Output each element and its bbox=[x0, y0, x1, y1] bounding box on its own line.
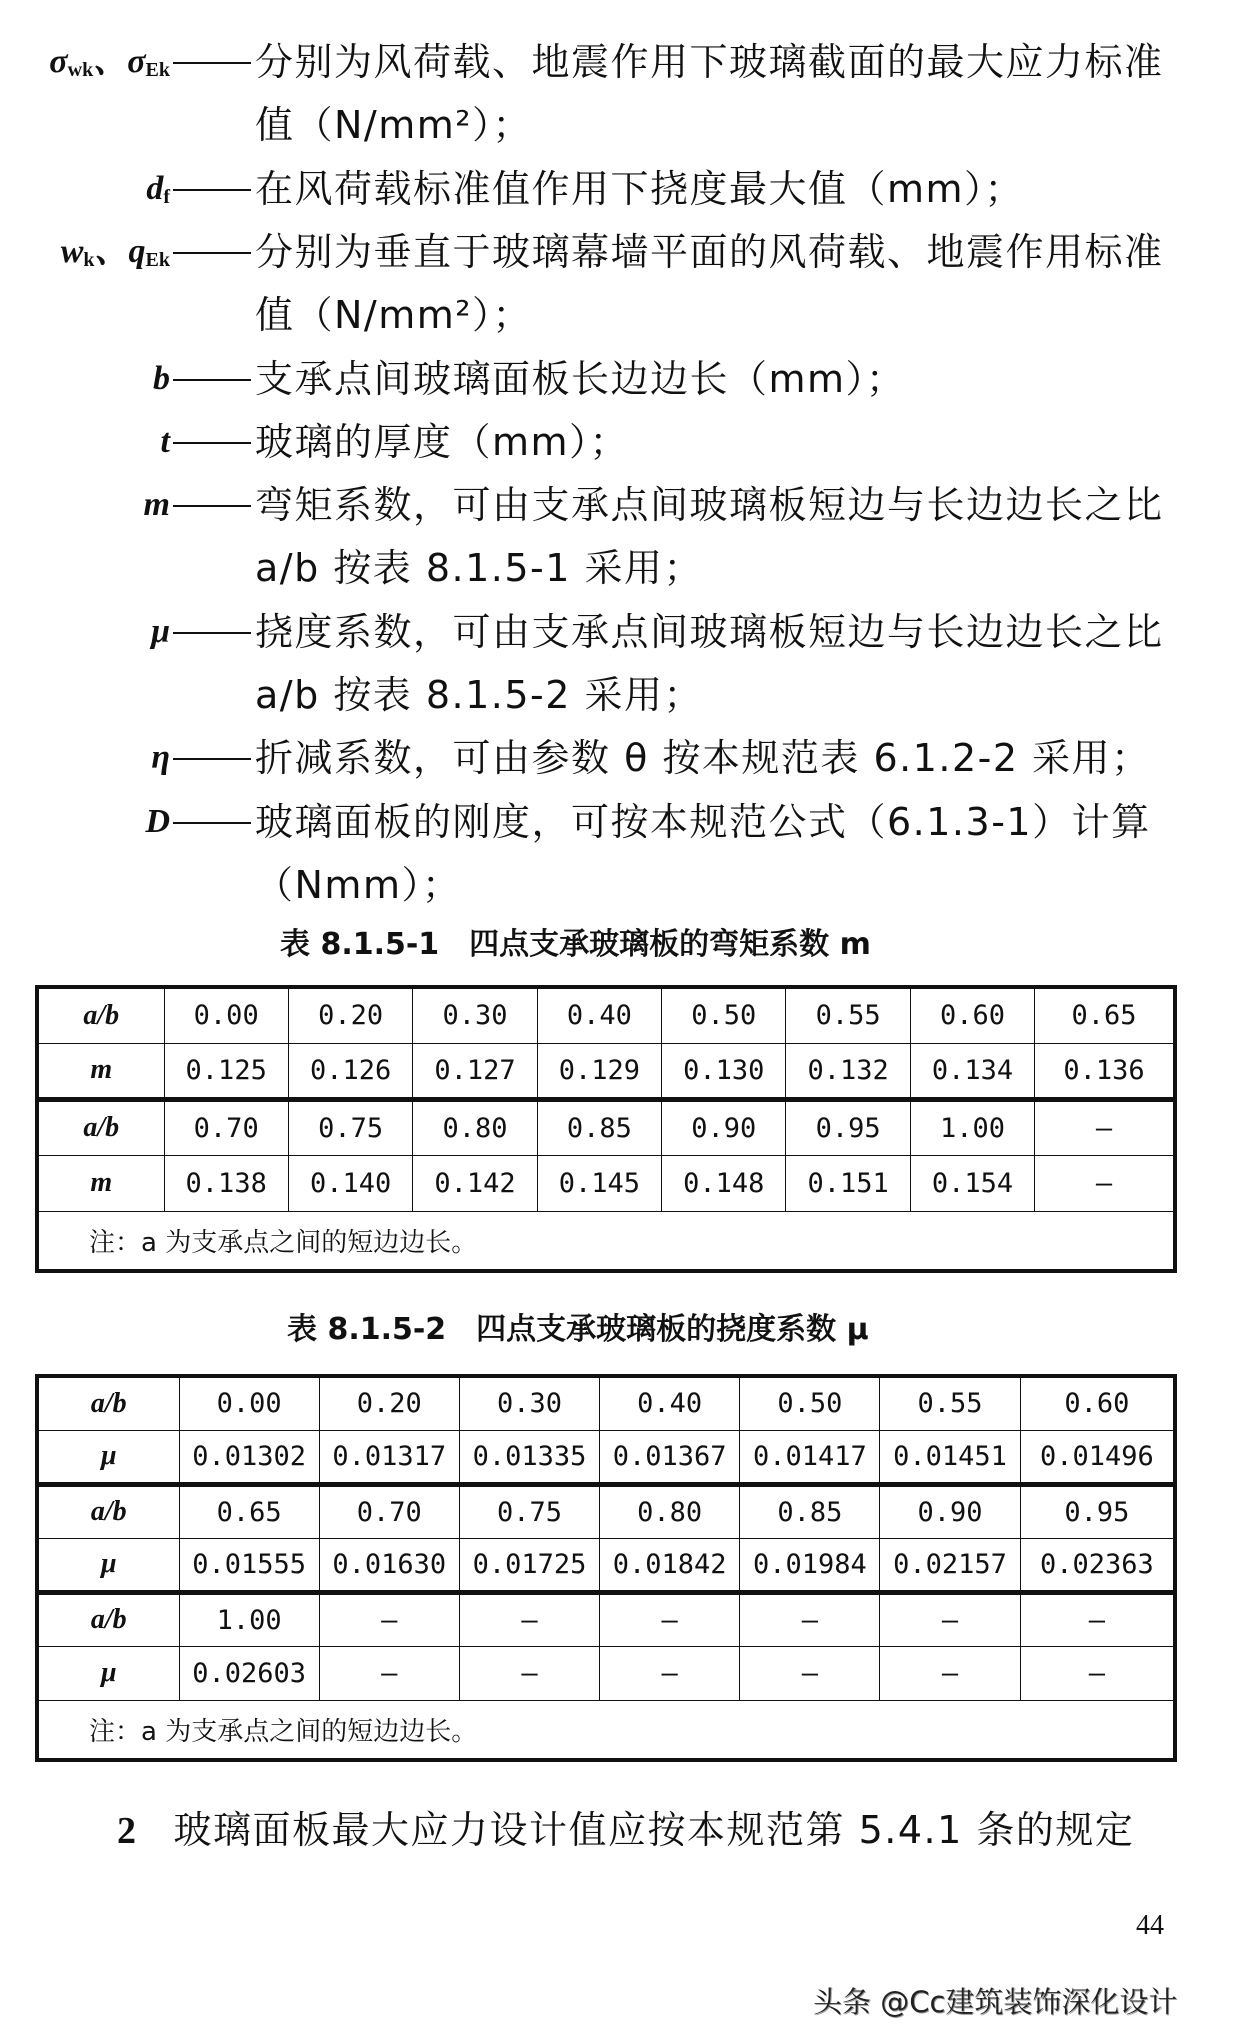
table-cell: 0.01842 bbox=[600, 1538, 740, 1592]
table-cell: 0.01417 bbox=[740, 1430, 880, 1484]
definition-item bbox=[0, 797, 1233, 847]
table-cell: 0.130 bbox=[662, 1043, 786, 1099]
coefficient-row bbox=[37, 1043, 1175, 1099]
table-cell: 0.90 bbox=[880, 1484, 1020, 1538]
table-cell: 0.65 bbox=[179, 1484, 319, 1538]
definition-text: a/b 按表 8.1.5-2 采用； bbox=[255, 673, 704, 717]
coefficient-row bbox=[37, 1538, 1175, 1592]
table-cell: 0.01725 bbox=[459, 1538, 599, 1592]
table-cell: 0.01496 bbox=[1020, 1430, 1175, 1484]
table-cell: 0.01630 bbox=[319, 1538, 459, 1592]
ratio-row bbox=[37, 987, 1175, 1043]
table-cell: — bbox=[459, 1646, 599, 1700]
table-cell: 0.50 bbox=[662, 987, 786, 1043]
table-cell: 0.01555 bbox=[179, 1538, 319, 1592]
definition-text: 值（N/mm²）； bbox=[255, 293, 532, 337]
definition-text: 分别为风荷载、地震作用下玻璃截面的最大应力标准 bbox=[255, 40, 1164, 84]
definition-item bbox=[0, 733, 1233, 783]
definition-continuation bbox=[0, 290, 1233, 340]
table-cell: 0.127 bbox=[413, 1043, 537, 1099]
table-cell: 0.20 bbox=[288, 987, 412, 1043]
note-row bbox=[37, 1211, 1175, 1271]
row-label: μ bbox=[37, 1538, 179, 1592]
em-dash-separator bbox=[173, 505, 251, 507]
table-cell: 0.02157 bbox=[880, 1538, 1020, 1592]
table-cell: 1.00 bbox=[179, 1592, 319, 1646]
table-cell: 0.01335 bbox=[459, 1430, 599, 1484]
table-cell: — bbox=[880, 1592, 1020, 1646]
table-cell: 0.148 bbox=[662, 1155, 786, 1211]
coefficient-row bbox=[37, 1646, 1175, 1700]
definition-item bbox=[0, 227, 1233, 277]
clause-text: 玻璃面板最大应力设计值应按本规范第 5.4.1 条的规定 bbox=[173, 1808, 1135, 1852]
table-cell: 0.85 bbox=[537, 1099, 661, 1155]
definition-text: 玻璃的厚度（mm）； bbox=[255, 420, 630, 464]
row-label: a/b bbox=[37, 987, 164, 1043]
table-cell: 0.95 bbox=[786, 1099, 910, 1155]
table-cell: 0.40 bbox=[600, 1376, 740, 1430]
table-cell: 0.75 bbox=[288, 1099, 412, 1155]
table-cell: 1.00 bbox=[910, 1099, 1034, 1155]
watermark: 头条 @Cc建筑装饰深化设计 bbox=[813, 1985, 1178, 2019]
note-row bbox=[37, 1700, 1175, 1760]
definition-text: 在风荷载标准值作用下挠度最大值（mm）； bbox=[255, 167, 1025, 211]
em-dash-separator bbox=[173, 62, 251, 64]
table-cell: 0.151 bbox=[786, 1155, 910, 1211]
em-dash-separator bbox=[173, 379, 251, 381]
table-bending-moment-coefficient bbox=[35, 985, 1177, 1273]
definition-symbol: b bbox=[153, 360, 170, 397]
table-cell: — bbox=[1035, 1155, 1175, 1211]
table-deflection-coefficient bbox=[35, 1374, 1177, 1762]
table-cell: — bbox=[1035, 1099, 1175, 1155]
table-cell: — bbox=[740, 1646, 880, 1700]
definition-text: 挠度系数，可由支承点间玻璃板短边与长边边长之比 bbox=[255, 610, 1164, 654]
table-cell: 0.01984 bbox=[740, 1538, 880, 1592]
table-cell: 0.50 bbox=[740, 1376, 880, 1430]
definition-item bbox=[0, 354, 1233, 404]
table-cell: 0.75 bbox=[459, 1484, 599, 1538]
em-dash-separator bbox=[173, 822, 251, 824]
definition-text: 值（N/mm²）； bbox=[255, 103, 532, 147]
table-cell: 0.01302 bbox=[179, 1430, 319, 1484]
coefficient-row bbox=[37, 1430, 1175, 1484]
table-cell: 0.154 bbox=[910, 1155, 1034, 1211]
table-cell: 0.01317 bbox=[319, 1430, 459, 1484]
row-label: a/b bbox=[37, 1376, 179, 1430]
clause-paragraph bbox=[117, 1805, 1134, 1855]
table-cell: 0.125 bbox=[164, 1043, 288, 1099]
table-cell: 0.30 bbox=[459, 1376, 599, 1430]
definition-symbol: D bbox=[145, 803, 170, 840]
definition-item bbox=[0, 417, 1233, 467]
table-cell: 0.60 bbox=[1020, 1376, 1175, 1430]
definition-item bbox=[0, 607, 1233, 657]
em-dash-separator bbox=[173, 252, 251, 254]
table1-caption: 表 8.1.5-1 四点支承玻璃板的弯矩系数 m bbox=[280, 927, 871, 962]
definition-symbol: $\sigma_{wk}$、$\sigma_{Ek}$ bbox=[49, 43, 170, 81]
table-note: 注：a 为支承点之间的短边边长。 bbox=[37, 1700, 1175, 1760]
table-cell: 0.55 bbox=[786, 987, 910, 1043]
coefficient-row bbox=[37, 1155, 1175, 1211]
table-cell: 0.20 bbox=[319, 1376, 459, 1430]
em-dash-separator bbox=[173, 758, 251, 760]
table-cell: 0.30 bbox=[413, 987, 537, 1043]
table-cell: — bbox=[319, 1646, 459, 1700]
table-cell: — bbox=[600, 1592, 740, 1646]
table-cell: — bbox=[600, 1646, 740, 1700]
table-cell: — bbox=[740, 1592, 880, 1646]
table-cell: 0.145 bbox=[537, 1155, 661, 1211]
table-cell: 0.01367 bbox=[600, 1430, 740, 1484]
row-label: a/b bbox=[37, 1484, 179, 1538]
page-number: 44 bbox=[1136, 1910, 1164, 1941]
table2-caption: 表 8.1.5-2 四点支承玻璃板的挠度系数 μ bbox=[287, 1312, 869, 1347]
table-note: 注：a 为支承点之间的短边边长。 bbox=[37, 1211, 1175, 1271]
table-cell: 0.60 bbox=[910, 987, 1034, 1043]
table-cell: — bbox=[459, 1592, 599, 1646]
table-cell: 0.00 bbox=[179, 1376, 319, 1430]
definition-text: （Nmm）； bbox=[255, 863, 462, 907]
table-cell: 0.40 bbox=[537, 987, 661, 1043]
definition-text: 分别为垂直于玻璃幕墙平面的风荷载、地震作用标准 bbox=[255, 230, 1164, 274]
em-dash-separator bbox=[173, 442, 251, 444]
table-cell: — bbox=[1020, 1592, 1175, 1646]
definition-text: 玻璃面板的刚度，可按本规范公式（6.1.3-1）计算 bbox=[255, 800, 1151, 844]
table-cell: — bbox=[1020, 1646, 1175, 1700]
row-label: m bbox=[37, 1043, 164, 1099]
row-label: μ bbox=[37, 1646, 179, 1700]
definition-continuation bbox=[0, 543, 1233, 593]
row-label: μ bbox=[37, 1430, 179, 1484]
definition-symbol: η bbox=[151, 739, 170, 776]
ratio-row bbox=[37, 1484, 1175, 1538]
table-cell: 0.00 bbox=[164, 987, 288, 1043]
table-cell: 0.80 bbox=[600, 1484, 740, 1538]
definition-text: 支承点间玻璃面板长边边长（mm）； bbox=[255, 357, 906, 401]
row-label: a/b bbox=[37, 1099, 164, 1155]
row-label: a/b bbox=[37, 1592, 179, 1646]
table-cell: 0.02603 bbox=[179, 1646, 319, 1700]
definition-continuation bbox=[0, 670, 1233, 720]
table-cell: 0.01451 bbox=[880, 1430, 1020, 1484]
table-cell: 0.132 bbox=[786, 1043, 910, 1099]
definition-item bbox=[0, 164, 1233, 214]
table-cell: 0.95 bbox=[1020, 1484, 1175, 1538]
definition-continuation bbox=[0, 860, 1233, 910]
table-cell: 0.142 bbox=[413, 1155, 537, 1211]
definition-text: 折减系数，可由参数 θ 按本规范表 6.1.2-2 采用； bbox=[255, 736, 1151, 780]
table-cell: — bbox=[880, 1646, 1020, 1700]
definition-continuation bbox=[0, 100, 1233, 150]
table-cell: 0.138 bbox=[164, 1155, 288, 1211]
table-cell: 0.140 bbox=[288, 1155, 412, 1211]
definition-symbol: $d_f$ bbox=[146, 170, 170, 208]
table-cell: 0.129 bbox=[537, 1043, 661, 1099]
row-label: m bbox=[37, 1155, 164, 1211]
table-cell: 0.136 bbox=[1035, 1043, 1175, 1099]
table-cell: 0.55 bbox=[880, 1376, 1020, 1430]
definition-item bbox=[0, 37, 1233, 87]
table-cell: 0.90 bbox=[662, 1099, 786, 1155]
ratio-row bbox=[37, 1099, 1175, 1155]
table-cell: — bbox=[319, 1592, 459, 1646]
table-cell: 0.70 bbox=[319, 1484, 459, 1538]
definition-symbol: m bbox=[143, 486, 170, 523]
ratio-row bbox=[37, 1592, 1175, 1646]
clause-number: 2 bbox=[117, 1810, 138, 1852]
definition-text: a/b 按表 8.1.5-1 采用； bbox=[255, 546, 704, 590]
table-cell: 0.02363 bbox=[1020, 1538, 1175, 1592]
table-cell: 0.65 bbox=[1035, 987, 1175, 1043]
table-cell: 0.134 bbox=[910, 1043, 1034, 1099]
definition-item bbox=[0, 480, 1233, 530]
table-cell: 0.80 bbox=[413, 1099, 537, 1155]
definition-symbol: $w_k$、$q_{Ek}$ bbox=[60, 233, 170, 271]
ratio-row bbox=[37, 1376, 1175, 1430]
definition-symbol: μ bbox=[151, 613, 170, 650]
table-cell: 0.85 bbox=[740, 1484, 880, 1538]
table-cell: 0.126 bbox=[288, 1043, 412, 1099]
table-cell: 0.70 bbox=[164, 1099, 288, 1155]
definition-text: 弯矩系数，可由支承点间玻璃板短边与长边边长之比 bbox=[255, 483, 1164, 527]
em-dash-separator bbox=[173, 632, 251, 634]
em-dash-separator bbox=[173, 189, 251, 191]
definition-symbol: t bbox=[160, 423, 170, 460]
